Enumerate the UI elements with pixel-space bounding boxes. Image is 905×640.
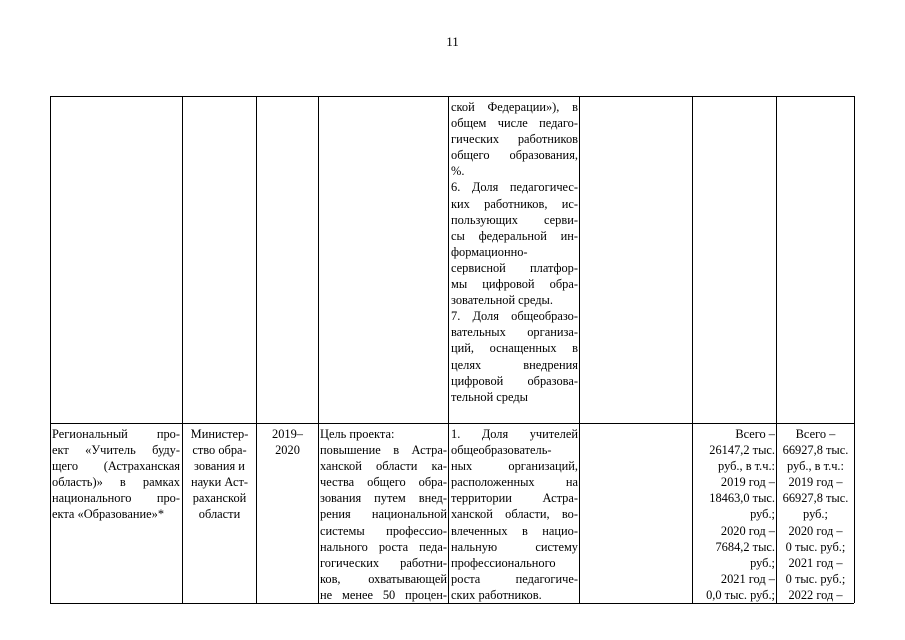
text-line: влеченных в нацио- — [451, 523, 578, 538]
column-border — [854, 96, 855, 603]
text-line: 0 тыс. руб.; — [785, 571, 846, 586]
text-line: тельной среды — [451, 389, 528, 404]
text-line: повышение в Астра- — [320, 443, 447, 458]
text-line: профессионального — [451, 555, 556, 570]
text-line: области — [198, 507, 241, 522]
text-line: %. — [451, 164, 465, 179]
text-line: зования путем внед- — [320, 491, 447, 506]
continued-indicators-cell — [451, 99, 578, 405]
text-line: 6. Доля педагогичес- — [451, 180, 578, 195]
column-border — [692, 96, 693, 603]
text-line: Региональный про- — [52, 427, 180, 441]
text-line: чества общего обра- — [320, 475, 447, 490]
text-line: ций, оснащенных в — [451, 341, 578, 356]
text-line: зования и — [194, 459, 245, 474]
text-line: сы федеральной ин- — [451, 228, 578, 243]
text-line: раханской — [192, 491, 247, 506]
text-line: 18463,0 тыс. — [709, 491, 775, 506]
row-divider — [50, 423, 854, 424]
column-border — [776, 96, 777, 603]
text-line: руб., в т.ч.: — [718, 459, 775, 474]
text-line: 7. Доля общеобразо- — [451, 309, 578, 324]
text-line: 26147,2 тыс. — [709, 443, 775, 458]
text-line: территории Астра- — [451, 491, 578, 506]
column-border — [182, 96, 183, 603]
text-line: формационно- — [451, 244, 528, 259]
text-line: целях внедрения — [451, 357, 578, 372]
text-line: ских работников. — [451, 587, 542, 602]
page-number: 11 — [446, 34, 459, 49]
funding-cell-b — [778, 426, 853, 603]
text-line: вательных организа- — [451, 325, 578, 340]
funding-cell-a — [694, 426, 775, 603]
text-line: 7684,2 тыс. — [715, 539, 775, 554]
text-line: общего образования, — [451, 148, 578, 163]
text-line: 2019 год – — [720, 475, 775, 490]
text-line: общеобразователь- — [451, 443, 552, 458]
text-line: руб.; — [750, 555, 775, 570]
text-line: Министер- — [190, 427, 249, 441]
text-line: область)» в рамках — [52, 475, 180, 490]
text-line: пользующих серви- — [451, 212, 578, 227]
text-line: системы профессио- — [320, 523, 447, 538]
text-line: ких работников, ис- — [451, 196, 578, 211]
text-line: мы цифровой обра- — [451, 277, 578, 292]
text-line: 66927,8 тыс. — [782, 443, 849, 458]
text-line: Цель проекта: — [320, 427, 395, 441]
text-line: 2019 год – — [788, 475, 843, 490]
text-line: ект «Учитель буду- — [52, 443, 180, 458]
text-line: национального про- — [52, 491, 180, 506]
implementation-period-cell — [258, 426, 317, 458]
text-line: нального роста педа- — [320, 539, 447, 554]
text-line: не менее 50 процен- — [320, 587, 447, 602]
text-line: зовательной среды. — [451, 293, 553, 308]
text-line: гогических работни- — [320, 555, 447, 570]
column-border — [50, 96, 51, 603]
text-line: 2021 год – — [720, 571, 775, 586]
project-goal-cell — [320, 426, 447, 603]
text-line: общем числе педаго- — [451, 116, 578, 131]
text-line: науки Аст- — [190, 475, 249, 490]
text-line: руб.; — [803, 507, 828, 522]
text-line: 2022 год – — [788, 587, 843, 602]
text-line: расположенных на — [451, 475, 578, 490]
text-line: 2020 год – — [788, 523, 843, 538]
text-line: нальную систему — [451, 539, 578, 554]
text-line: 66927,8 тыс. — [782, 491, 849, 506]
text-line: 2019– — [272, 427, 303, 441]
indicators-cell — [451, 426, 578, 603]
text-line: роста педагогиче- — [451, 571, 578, 586]
column-border — [448, 96, 449, 603]
column-border — [318, 96, 319, 603]
text-line: 2021 год – — [788, 555, 843, 570]
text-line: екта «Образование»* — [52, 507, 165, 522]
text-line: щего (Астраханская — [52, 459, 180, 474]
text-line: Всего – — [795, 427, 836, 441]
text-line: ханской области ка- — [320, 459, 447, 474]
table-bottom-border — [50, 603, 854, 604]
text-line: ков, охватывающей — [320, 571, 447, 586]
text-line: ство обра- — [192, 443, 247, 458]
column-border — [256, 96, 257, 603]
text-line: руб., в т.ч.: — [787, 459, 844, 474]
text-line: сервисной платфор- — [451, 260, 578, 275]
text-line: 1. Доля учителей — [451, 427, 578, 441]
table-top-border — [50, 96, 854, 97]
text-line: 2020 — [275, 443, 300, 458]
text-line: ской Федерации»), в — [451, 100, 578, 114]
text-line: ханской области, во- — [451, 507, 578, 522]
text-line: руб.; — [750, 507, 775, 522]
responsible-executor-cell — [184, 426, 255, 523]
text-line: ных организаций, — [451, 459, 578, 474]
text-line: рения национальной — [320, 507, 447, 522]
text-line: 0 тыс. руб.; — [785, 539, 846, 554]
text-line: 2020 год – — [720, 523, 775, 538]
column-border — [579, 96, 580, 603]
text-line: Всего – — [735, 427, 775, 441]
text-line: гических работников — [451, 132, 578, 147]
text-line: цифровой образова- — [451, 373, 578, 388]
project-name-cell — [52, 426, 180, 523]
text-line: 0,0 тыс. руб.; — [706, 587, 775, 602]
